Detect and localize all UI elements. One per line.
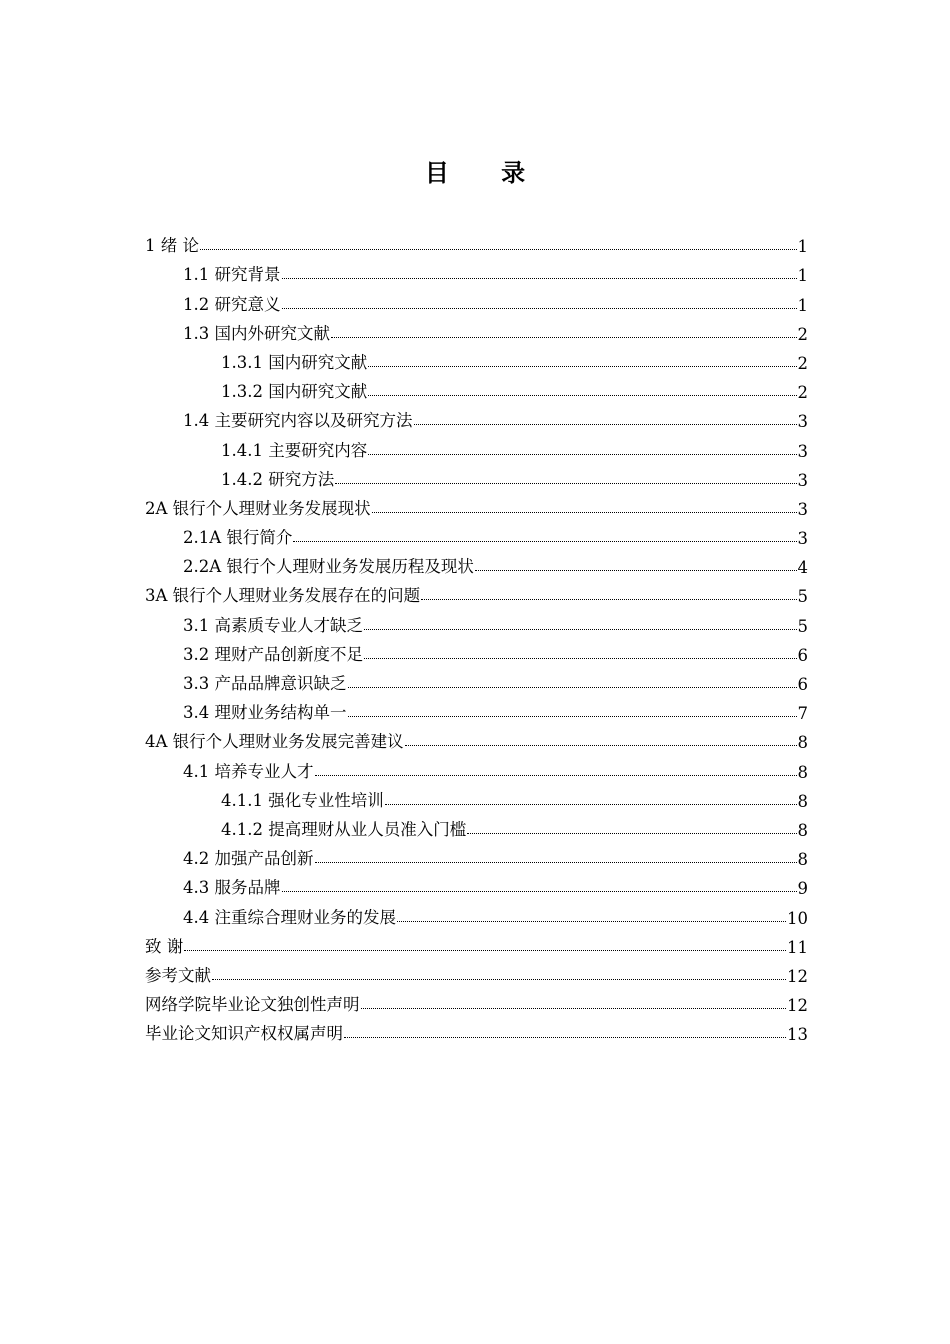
toc-entry-label: 4.1 培养专业人才 bbox=[183, 761, 314, 781]
toc-entry-page-number: 8 bbox=[797, 791, 808, 811]
toc-entry[interactable] bbox=[145, 957, 808, 986]
toc-entry[interactable] bbox=[145, 606, 808, 635]
toc-entry-page-number: 7 bbox=[797, 704, 808, 724]
toc-entry-page-number: 12 bbox=[787, 966, 808, 986]
toc-entry[interactable] bbox=[145, 402, 808, 431]
toc-dot-leader bbox=[282, 307, 797, 309]
toc-entry-label: 1.1 研究背景 bbox=[183, 265, 281, 285]
toc-entry-label: 3.3 产品品牌意识缺乏 bbox=[183, 674, 347, 693]
toc-dot-leader bbox=[364, 657, 797, 659]
toc-entry-label: 1.4.2 研究方法 bbox=[221, 469, 335, 489]
toc-entry-label: 3A 银行个人理财业务发展存在的问题 bbox=[145, 586, 421, 606]
toc-dot-leader bbox=[212, 978, 786, 980]
toc-entry-label: 致 谢 bbox=[145, 936, 184, 956]
toc-dot-leader bbox=[348, 686, 797, 688]
toc-entry-page-number: 5 bbox=[797, 616, 808, 636]
toc-entry-label: 毕业论文知识产权权属声明 bbox=[145, 1024, 343, 1044]
toc-entry-page-number: 2 bbox=[797, 353, 808, 373]
toc-dot-leader bbox=[282, 277, 797, 279]
toc-entry-label: 3.1 高素质专业人才缺乏 bbox=[183, 615, 363, 635]
toc-entry-page-number: 1 bbox=[797, 295, 808, 315]
toc-entry-label: 1.4 主要研究内容以及研究方法 bbox=[183, 411, 413, 431]
toc-entry-label: 1.2 研究意义 bbox=[183, 294, 281, 314]
toc-entry-label: 4.1.1 强化专业性培训 bbox=[221, 790, 384, 810]
toc-dot-leader bbox=[344, 1036, 786, 1038]
toc-entry-label: 4A 银行个人理财业务发展完善建议 bbox=[145, 732, 404, 752]
toc-entry[interactable] bbox=[145, 898, 808, 927]
toc-entry-label: 4.3 服务品牌 bbox=[183, 878, 281, 898]
toc-entry[interactable] bbox=[145, 256, 808, 285]
toc-entry-page-number: 4 bbox=[797, 558, 808, 578]
toc-entry[interactable] bbox=[145, 665, 808, 694]
toc-dot-leader bbox=[467, 832, 796, 834]
toc-entry-page-number: 8 bbox=[797, 762, 808, 782]
toc-entry-label: 3.4 理财业务结构单一 bbox=[183, 703, 347, 723]
toc-entry-label: 2A 银行个人理财业务发展现状 bbox=[145, 498, 371, 518]
toc-dot-leader bbox=[315, 861, 797, 863]
toc-dot-leader bbox=[315, 774, 797, 776]
toc-entry-label: 3.2 理财产品创新度不足 bbox=[183, 644, 363, 664]
toc-entry-page-number: 3 bbox=[797, 529, 808, 549]
toc-entry-page-number: 1 bbox=[797, 237, 808, 257]
toc-entry-page-number: 5 bbox=[797, 587, 808, 607]
toc-entry[interactable] bbox=[145, 344, 808, 373]
toc-dot-leader bbox=[368, 365, 796, 367]
page-title: 目 录 bbox=[424, 159, 548, 187]
toc-entry[interactable] bbox=[145, 315, 808, 344]
toc-entry-label: 1 绪 论 bbox=[145, 236, 199, 256]
toc-entry[interactable] bbox=[145, 519, 808, 548]
toc-entry-label: 4.2 加强产品创新 bbox=[183, 849, 314, 869]
toc-entry-label: 1.4.1 主要研究内容 bbox=[221, 440, 368, 460]
toc-entry[interactable] bbox=[145, 723, 808, 752]
toc-entry[interactable] bbox=[145, 227, 808, 256]
toc-entry-label: 网络学院毕业论文独创性声明 bbox=[145, 995, 360, 1015]
toc-entry-page-number: 12 bbox=[787, 996, 808, 1016]
toc-entry[interactable] bbox=[145, 636, 808, 665]
toc-dot-leader bbox=[421, 598, 796, 600]
toc-entry[interactable] bbox=[145, 986, 808, 1015]
toc-entry-label: 4.4 注重综合理财业务的发展 bbox=[183, 907, 396, 927]
toc-dot-leader bbox=[282, 890, 797, 892]
toc-dot-leader bbox=[414, 423, 797, 425]
toc-dot-leader bbox=[385, 803, 797, 805]
toc-entry[interactable] bbox=[145, 431, 808, 460]
toc-entry-page-number: 10 bbox=[787, 908, 808, 928]
toc-entry-label: 1.3 国内外研究文献 bbox=[183, 323, 330, 343]
toc-entry-page-number: 3 bbox=[797, 499, 808, 519]
toc-entry[interactable] bbox=[145, 928, 808, 957]
toc-dot-leader bbox=[397, 920, 786, 922]
toc-entry-page-number: 2 bbox=[797, 383, 808, 403]
toc-entry-label: 2.1A 银行简介 bbox=[183, 528, 293, 548]
toc-dot-leader bbox=[475, 569, 797, 571]
toc-entry[interactable] bbox=[145, 782, 808, 811]
toc-entry[interactable] bbox=[145, 840, 808, 869]
toc-entry[interactable] bbox=[145, 694, 808, 723]
toc-entry-page-number: 8 bbox=[797, 820, 808, 840]
toc-entry-page-number: 2 bbox=[797, 324, 808, 344]
toc-entry-page-number: 6 bbox=[797, 645, 808, 665]
toc-dot-leader bbox=[348, 715, 797, 717]
toc-entry-label: 1.3.2 国内研究文献 bbox=[221, 382, 368, 402]
toc-entry-label: 4.1.2 提高理财从业人员准入门槛 bbox=[221, 819, 467, 839]
toc-entry-page-number: 9 bbox=[797, 879, 808, 899]
toc-entry[interactable] bbox=[145, 285, 808, 314]
toc-dot-leader bbox=[331, 336, 797, 338]
toc-entry-page-number: 11 bbox=[787, 937, 808, 957]
toc-entry[interactable] bbox=[145, 461, 808, 490]
toc-entry-page-number: 3 bbox=[797, 441, 808, 461]
toc-entry-page-number: 1 bbox=[797, 266, 808, 286]
toc-entry-page-number: 3 bbox=[797, 470, 808, 490]
toc-dot-leader bbox=[293, 540, 796, 542]
toc-entry[interactable] bbox=[145, 577, 808, 606]
toc-dot-leader bbox=[184, 949, 786, 951]
toc-entry[interactable] bbox=[145, 752, 808, 781]
toc-entry-page-number: 8 bbox=[797, 850, 808, 870]
toc-entry-label: 参考文献 bbox=[145, 965, 211, 985]
toc-entry[interactable] bbox=[145, 373, 808, 402]
toc-entry[interactable] bbox=[145, 1015, 808, 1044]
toc-entry[interactable] bbox=[145, 490, 808, 519]
toc-dot-leader bbox=[200, 248, 797, 250]
toc-entry-page-number: 6 bbox=[797, 675, 808, 694]
toc-entry[interactable] bbox=[145, 548, 808, 577]
toc-entry[interactable] bbox=[145, 869, 808, 898]
toc-entry-label: 2.2A 银行个人理财业务发展历程及现状 bbox=[183, 557, 474, 577]
toc-dot-leader bbox=[405, 744, 797, 746]
toc-entry-page-number: 8 bbox=[797, 733, 808, 753]
table-of-contents bbox=[145, 227, 808, 1044]
toc-entry-page-number: 13 bbox=[787, 1025, 808, 1045]
toc-dot-leader bbox=[335, 482, 796, 484]
toc-dot-leader bbox=[368, 394, 796, 396]
toc-dot-leader bbox=[372, 511, 797, 513]
toc-entry-page-number: 3 bbox=[797, 412, 808, 432]
toc-dot-leader bbox=[368, 453, 796, 455]
toc-entry-label: 1.3.1 国内研究文献 bbox=[221, 352, 368, 372]
toc-dot-leader bbox=[361, 1007, 787, 1009]
toc-entry[interactable] bbox=[145, 811, 808, 840]
toc-dot-leader bbox=[364, 628, 797, 630]
